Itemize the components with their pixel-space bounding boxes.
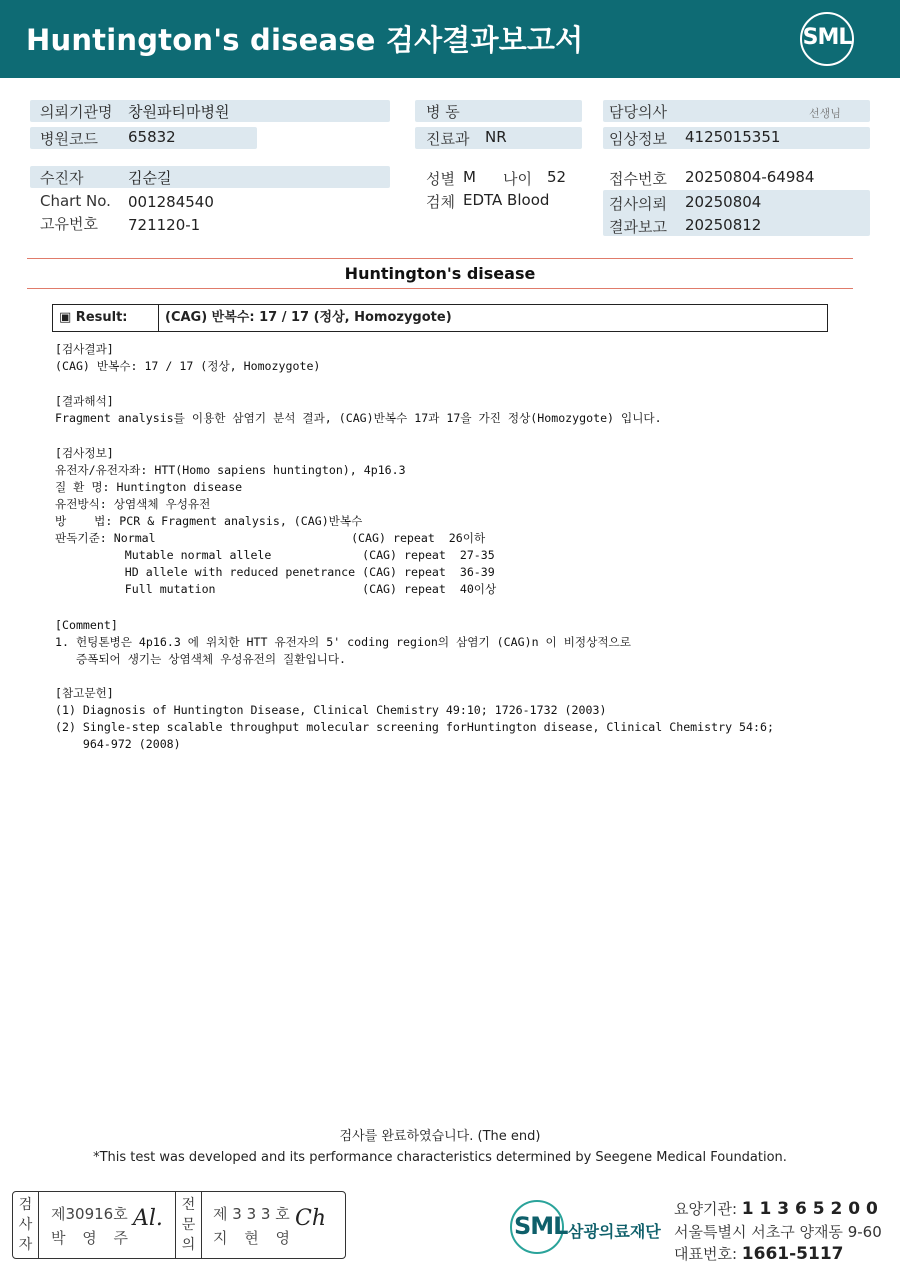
foundation-address: 서울특별시 서초구 양재동 9-60 — [674, 1223, 882, 1241]
sml-logo-text: SML — [802, 25, 852, 50]
clinical-value: 4125015351 — [685, 128, 781, 146]
unique-value: 721120-1 — [128, 216, 201, 234]
test-info-block: [검사정보] 유전자/유전자좌: HTT(Homo sapiens huntington), 4p16.3 질 환 명: Huntington disease 유전방식: 상염색체 우성유전 방 법: PCR & Fragment analysis, (CAG)반복수 판독기준: Normal (CAG) repeat 26이하 Mutable normal allele (CAG) repeat 27-35 HD allele with reduced penetrance (CAG) repeat 36-39 Full mutation (CAG) repeat 40이상 — [55, 446, 497, 596]
phone-label: 대표번호: — [674, 1245, 738, 1263]
report-label: 결과보고 — [609, 218, 667, 236]
result-label: ▣ Result: — [53, 305, 159, 331]
report-title: Huntington's disease 검사결과보고서 — [26, 23, 584, 57]
interpretation-block: [결과해석] Fragment analysis를 이용한 삼염기 분석 결과, (CAG)반복수 17과 17을 가진 정상(Homozygote) 입니다. — [55, 394, 662, 425]
patient-pill — [30, 166, 390, 188]
hospital-code-label: 병원코드 — [40, 130, 98, 148]
unique-label: 고유번호 — [40, 215, 98, 233]
age-label: 나이 — [503, 170, 532, 188]
end-text: 검사를 완료하였습니다. (The end) — [339, 1129, 541, 1144]
patient-value: 김순길 — [128, 169, 172, 187]
specialist-signature: Ch — [295, 1206, 327, 1231]
doctor-suffix: 선생님 — [809, 107, 841, 120]
institution-code-label: 요양기관: — [674, 1200, 738, 1218]
dept-label: 진료과 — [426, 130, 470, 148]
dept-value: NR — [485, 128, 507, 146]
receipt-value: 20250804-64984 — [685, 168, 815, 186]
foundation-logo — [510, 1200, 670, 1256]
section-rule-bottom — [27, 288, 853, 289]
institution-code-line — [674, 1198, 878, 1219]
age-value: 52 — [547, 168, 567, 186]
tester-name: 박 영 주 — [51, 1229, 135, 1247]
section-rule-top — [27, 258, 853, 259]
doctor-label: 담당의사 — [609, 103, 667, 121]
phone-number: 1661-5117 — [741, 1244, 844, 1264]
result-value: (CAG) 반복수: 17 / 17 (정상, Homozygote) — [165, 310, 452, 325]
report-header — [0, 0, 900, 78]
specialist-label-col — [176, 1192, 202, 1258]
specialist-label: 전문의 — [181, 1197, 196, 1253]
receipt-label: 접수번호 — [609, 170, 667, 188]
institution-label: 의뢰기관명 — [40, 103, 113, 121]
specialist-license: 제 3 3 3 호 — [213, 1205, 290, 1223]
chart-label: Chart No. — [40, 192, 111, 210]
clinical-label: 임상정보 — [609, 130, 667, 148]
result-box — [52, 304, 828, 332]
disclaimer-text: *This test was developed and its performance characteristics determined by Seegene Medical Foundation. — [93, 1150, 787, 1165]
tester-label-col — [13, 1192, 39, 1258]
sml-logo — [800, 12, 854, 66]
patient-label: 수진자 — [40, 169, 84, 187]
comment-block: [Comment] 1. 헌팅톤병은 4p16.3 에 위치한 HTT 유전자의 5' coding region의 삼염기 (CAG)n 이 비정상적으로 증폭되어 생기는 상염색체 우성유전의 질환입니다. — [55, 618, 631, 666]
hospital-code-value: 65832 — [128, 128, 176, 146]
sex-label: 성별 — [426, 170, 455, 188]
report-value: 20250812 — [685, 216, 762, 234]
institution-value: 창원파티마병원 — [128, 103, 230, 121]
foundation-name: 삼광의료재단 — [568, 1222, 661, 1241]
phone-line — [674, 1243, 843, 1264]
signature-box — [12, 1191, 346, 1259]
references-block: [참고문헌] (1) Diagnosis of Huntington Disease, Clinical Chemistry 49:10; 1726-1732 (2003) (2) Single-step scalable throughput molecular screening forHuntington disease, Clinical Chemistry 54:6; 964-972 (2008) — [55, 686, 774, 751]
section-title: Huntington's disease — [344, 264, 536, 283]
foundation-logo-text: SML — [514, 1212, 568, 1240]
specialist-name: 지 현 영 — [213, 1229, 297, 1247]
specimen-label: 검체 — [426, 193, 455, 211]
request-value: 20250804 — [685, 193, 762, 211]
ward-label: 병 동 — [426, 103, 460, 121]
tester-signature: Al. — [133, 1206, 163, 1231]
sex-value: M — [463, 168, 476, 186]
specimen-value: EDTA Blood — [463, 191, 550, 209]
tester-license: 제30916호 — [51, 1205, 128, 1223]
request-label: 검사의뢰 — [609, 195, 667, 213]
tester-label: 검사자 — [18, 1197, 33, 1253]
chart-value: 001284540 — [128, 193, 214, 211]
institution-code: 1 1 3 6 5 2 0 0 — [741, 1199, 878, 1219]
result-block: [검사결과] (CAG) 반복수: 17 / 17 (정상, Homozygote) — [55, 342, 321, 373]
